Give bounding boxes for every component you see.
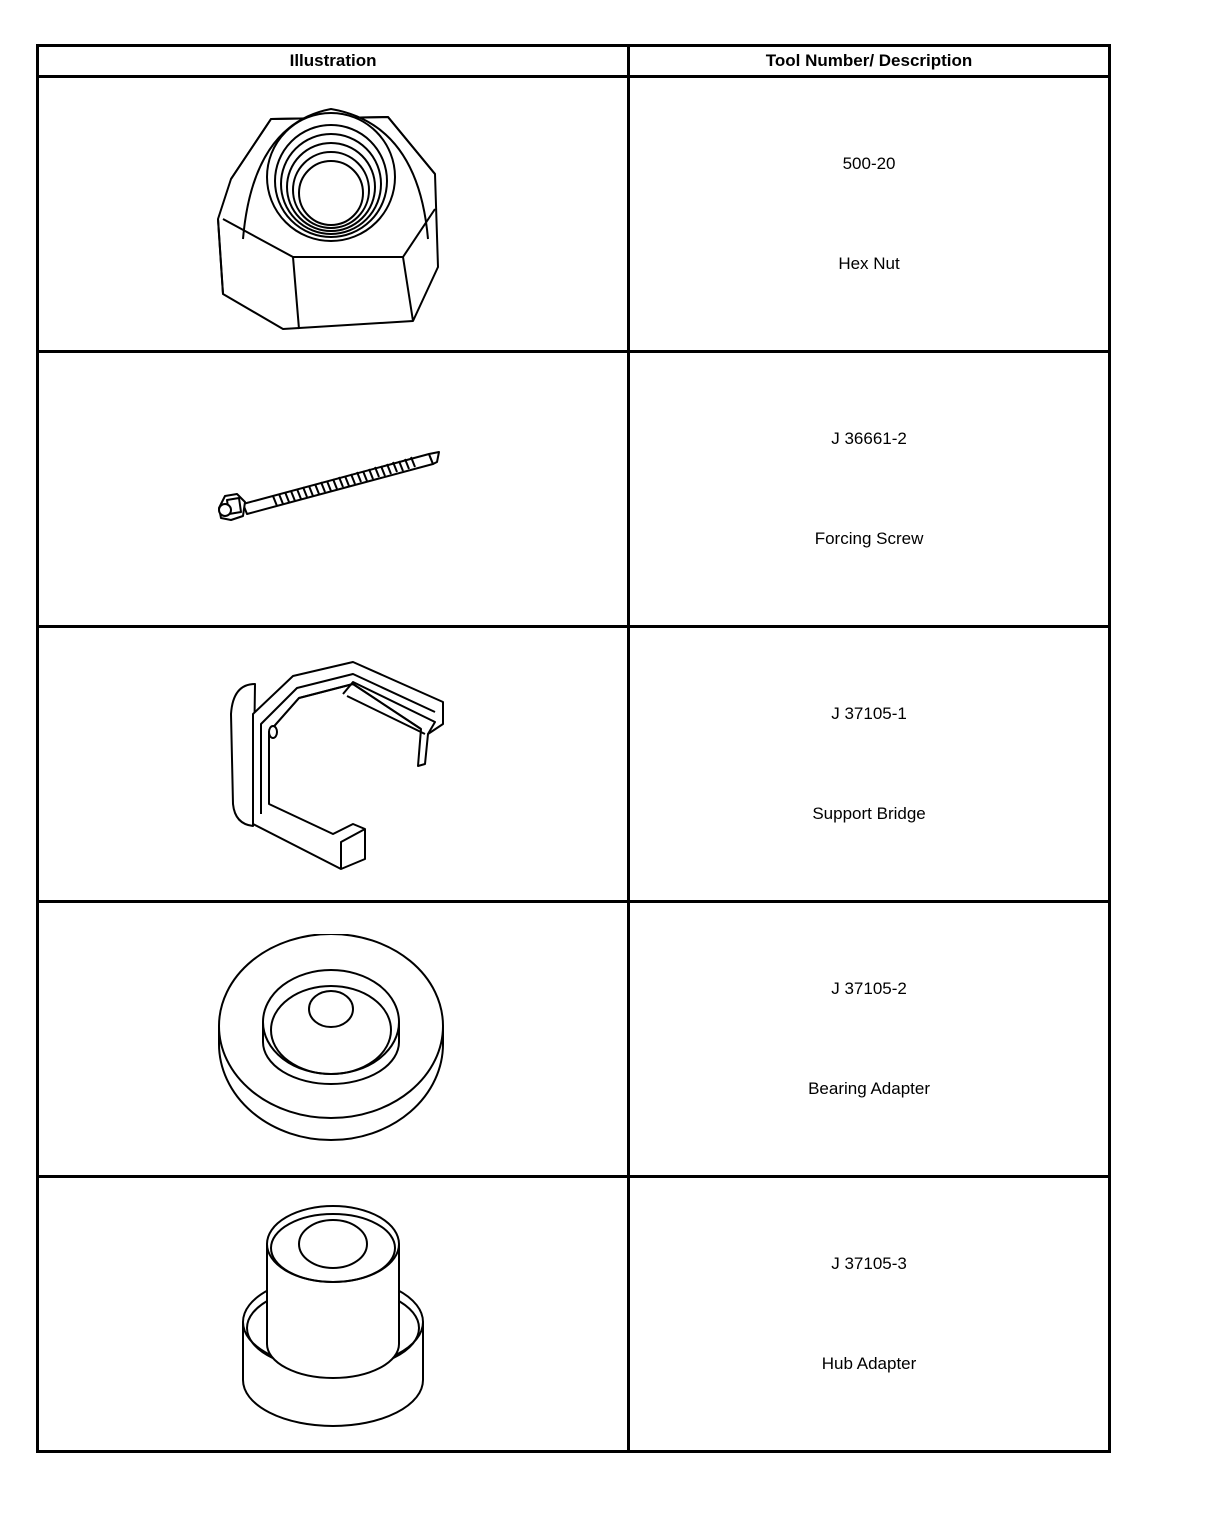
tool-description: Hub Adapter bbox=[821, 1354, 917, 1373]
illustration-header: Illustration bbox=[38, 46, 629, 77]
tool-description: Bearing Adapter bbox=[808, 1079, 930, 1098]
table-row bbox=[38, 77, 1110, 352]
tool-number: J 37105-1 bbox=[831, 704, 907, 723]
description-cell bbox=[629, 77, 1110, 352]
tool-description: Support Bridge bbox=[812, 804, 926, 823]
tool-number: J 36661-2 bbox=[831, 429, 907, 448]
table-header-row bbox=[38, 46, 1110, 77]
forcing-screw-icon bbox=[203, 434, 463, 544]
illustration-cell bbox=[38, 77, 629, 352]
illustration-cell bbox=[38, 1177, 629, 1452]
description-cell bbox=[629, 1177, 1110, 1452]
tool-number: 500-20 bbox=[842, 154, 896, 173]
tool-number: J 37105-3 bbox=[831, 1254, 907, 1273]
tool-description: Hex Nut bbox=[838, 254, 900, 273]
hex-nut-icon bbox=[213, 89, 453, 339]
description-cell bbox=[629, 352, 1110, 627]
table-row bbox=[38, 1177, 1110, 1452]
tool-header: Tool Number/ Description bbox=[629, 46, 1110, 77]
bearing-adapter-icon bbox=[213, 934, 453, 1144]
table-row bbox=[38, 627, 1110, 902]
illustration-cell bbox=[38, 627, 629, 902]
table-row bbox=[38, 352, 1110, 627]
table-row bbox=[38, 902, 1110, 1177]
tool-number: J 37105-2 bbox=[831, 979, 907, 998]
tool-description: Forcing Screw bbox=[814, 529, 924, 548]
illustration-cell bbox=[38, 352, 629, 627]
support-bridge-icon bbox=[213, 654, 453, 874]
description-cell bbox=[629, 627, 1110, 902]
description-cell bbox=[629, 902, 1110, 1177]
hub-adapter-icon bbox=[233, 1194, 433, 1434]
illustration-cell bbox=[38, 902, 629, 1177]
special-tools-table bbox=[36, 44, 1111, 1453]
